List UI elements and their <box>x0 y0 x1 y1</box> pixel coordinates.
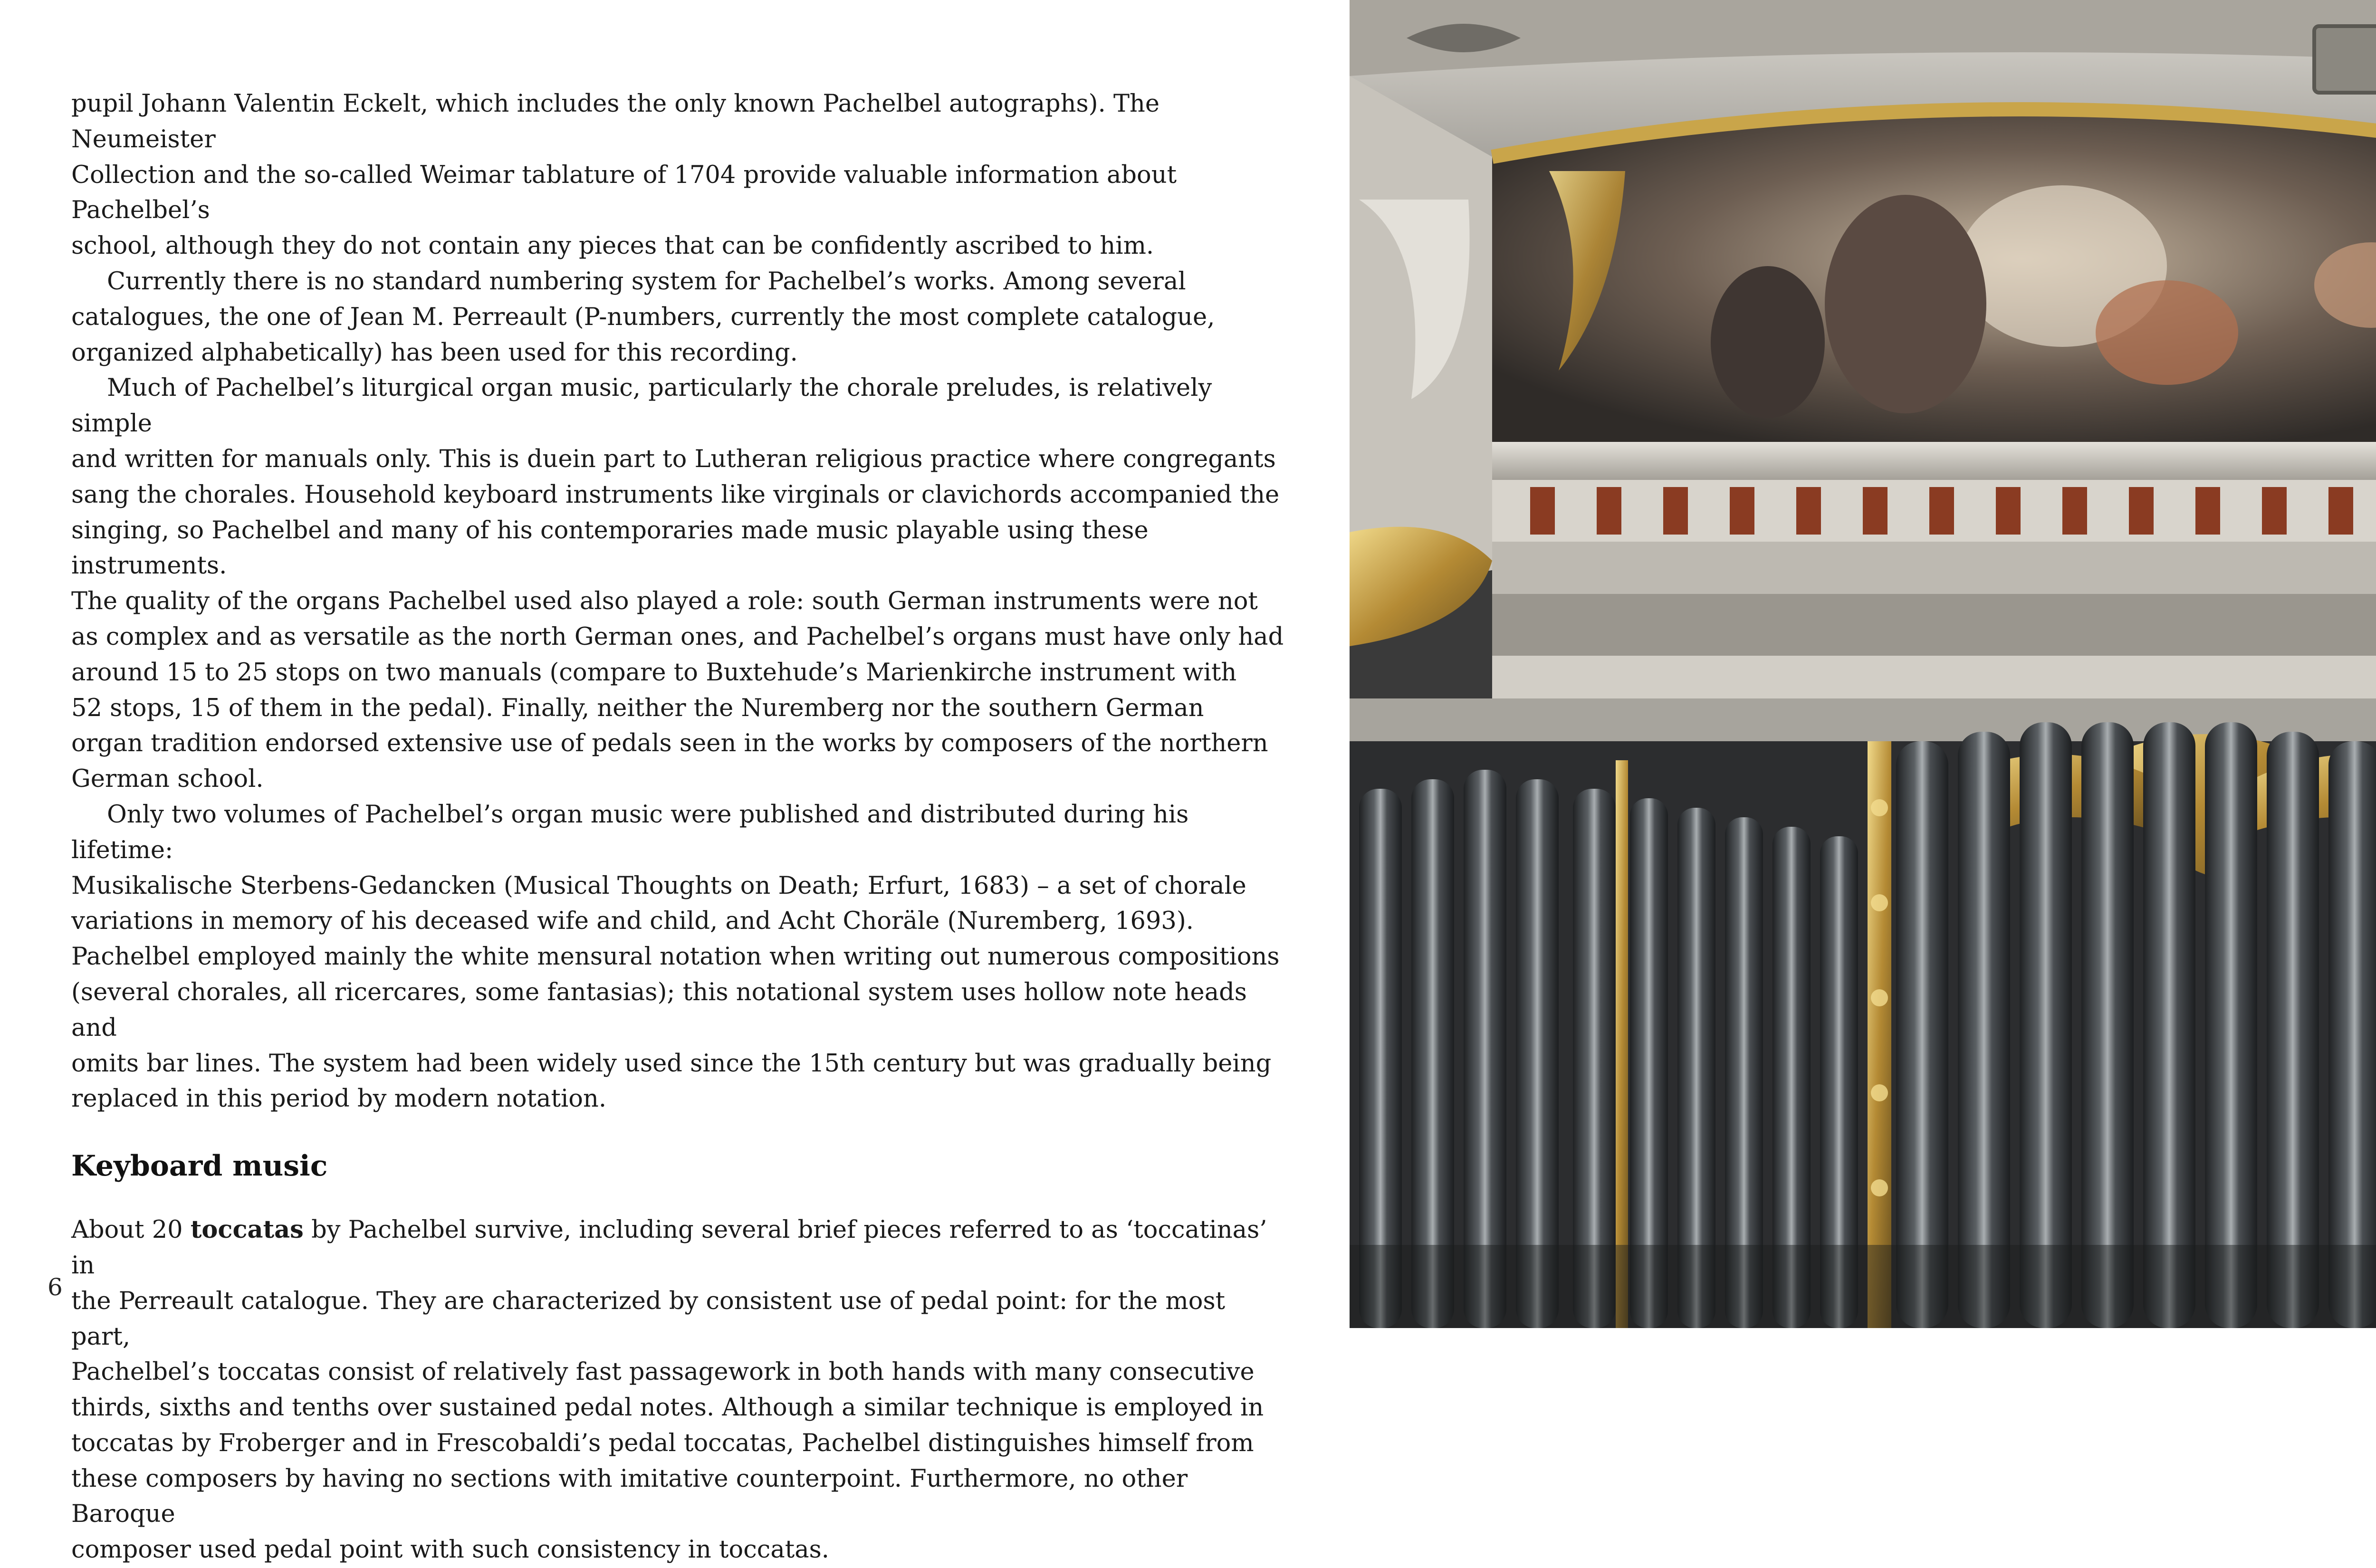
organ-photo <box>1350 0 2376 1328</box>
paragraph-continuation: pupil Johann Valentin Eckelt, which includes the only known Pachelbel autographs). The Neumeister Collection and the so-called Weimar tablature of 1704 provide valuable information about Pachelbel’s school, although they do not contain any pieces that can be confidently ascribed to him. <box>71 90 1177 260</box>
article-body <box>71 86 1288 1568</box>
toccatas-term: toccatas <box>190 1215 304 1244</box>
paragraph-numbering: Currently there is no standard numbering system for Pachelbel’s works. Among several catalogues, the one of Jean M. Perreault (P-numbers, currently the most complete catalogue, organized alphabetically) has been used for this recording. <box>71 267 1215 367</box>
page-number: 6 <box>48 1273 63 1301</box>
organ-illustration <box>1350 0 2376 1328</box>
toccatas-body-text: by Pachelbel survive, including several brief pieces referred to as ‘toccatinas’ in the Perreault catalogue. They are characterized by consistent use of pedal point: for the most part, Pachelbel’s toccatas consist of relatively fast passagework in both hands with many consecutive thirds, sixths and tenths over sustained pedal notes. Although a similar technique is employed in toccatas by Froberger and in Frescobaldi’s pedal toccatas, Pachelbel distinguishes himself from these composers by having no sections with imitative counterpoint. Furthermore, no other Baroque composer used pedal point with such consistency in toccatas. <box>71 1216 1267 1564</box>
section-heading: Keyboard music <box>71 1149 328 1183</box>
toccatas-lead-text: About 20 <box>71 1216 191 1244</box>
paragraph-liturgical-music: Much of Pachelbel’s liturgical organ music, particularly the chorale preludes, is relatively simple and written for manuals only. This is duein part to Lutheran religious practice where congregants sang the chorales. Household keyboard instruments like virginals or clavichords accompanied the singing, so Pachelbel and many of his contemporaries made music playable using these instruments. The quality of the organs Pachelbel used also played a role: south German instruments were not as complex and as versatile as the north German ones, and Pachelbel’s organs must have only had around 15 to 25 stops on two manuals (compare to Buxtehude’s Marienkirche instrument with 52 stops, 15 of them in the pedal). Finally, neither the Nuremberg nor the southern German organ tradition endorsed extensive use of pedals seen in the works by composers of the northern German school. <box>71 374 1284 794</box>
paragraph-toccatas <box>71 1212 1288 1568</box>
paragraph-published-volumes: Only two volumes of Pachelbel’s organ music were published and distributed during his lifetime: Musikalische Sterbens-Gedancken (Musical Thoughts on Death; Erfurt, 1683) – a set of chorale variations in memory of his deceased wife and child, and Acht Choräle (Nuremberg, 1693). Pachelbel employed mainly the white mensural notation when writing out numerous compositions (several chorales, all ricercares, some fantasias); this notational system uses hollow note heads and omits bar lines. The system had been widely used since the 15th century but was gradually being replaced in this period by modern notation. <box>71 800 1280 1113</box>
